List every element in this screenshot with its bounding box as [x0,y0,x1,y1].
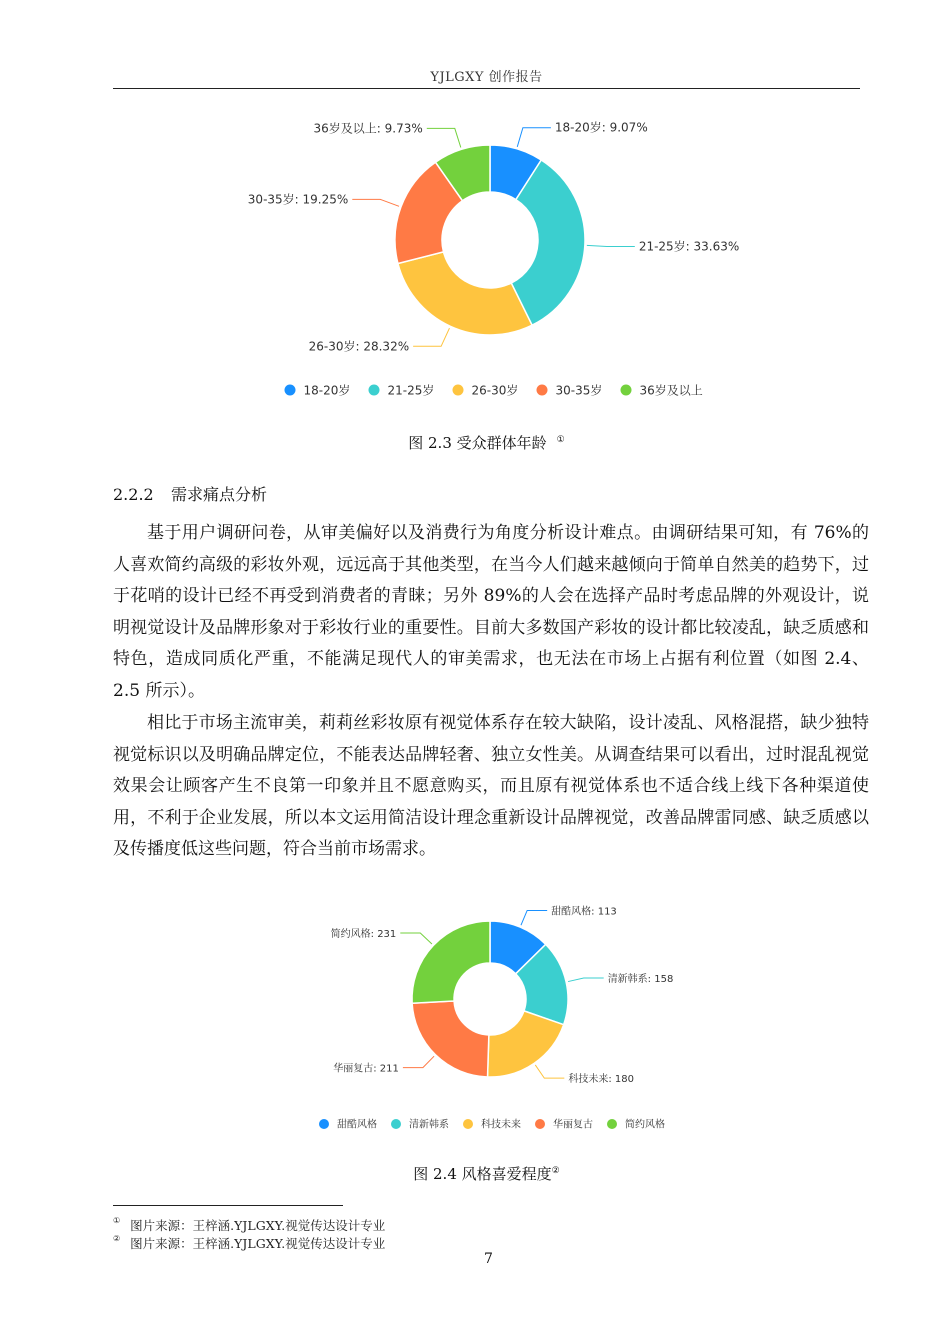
donut-slice [398,252,532,335]
footnote-ref: ② [551,1166,560,1176]
legend-label: 甜酷风格 [337,1119,377,1131]
leader-line [535,1065,564,1078]
style-donut-chart [0,890,950,1140]
footnote-mark: ② [113,1234,121,1243]
legend-marker [607,1119,617,1129]
footnote-text: 图片来源：王梓涵.YJLGXY.视觉传达设计专业 [130,1236,386,1251]
running-header: YJLGXY 创作报告 [430,70,543,85]
footnote-mark: ① [113,1216,121,1225]
leader-line [521,910,547,925]
data-label: 华丽复古: 211 [333,1063,399,1075]
data-label: 18-20岁: 9.07% [554,120,648,135]
leader-line [352,199,399,206]
data-label: 26-30岁: 28.32% [308,339,410,354]
figure-2-4-caption [113,1163,860,1184]
leader-line [403,1056,434,1067]
donut-slice [488,1011,564,1077]
leader-line [568,978,604,981]
legend-label: 26-30岁 [471,383,519,398]
legend-label: 清新韩系 [409,1119,449,1131]
figure-caption-text: 图 2.4 风格喜爱程度 [413,1165,552,1183]
data-label: 清新韩系: 158 [607,974,674,986]
legend-marker [391,1119,401,1129]
leader-line [427,128,461,147]
legend-label: 18-20岁 [303,383,351,398]
header-rule [113,88,860,89]
legend-marker [453,385,464,396]
data-label: 甜酷风格: 113 [551,906,617,918]
legend-label: 科技未来 [481,1119,521,1131]
donut-slice [412,921,490,1003]
legend-label: 36岁及以上 [639,383,703,398]
data-label: 36岁及以上: 9.73% [313,121,423,136]
legend-label: 华丽复古 [553,1119,593,1131]
legend-marker [535,1119,545,1129]
donut-slice [412,1001,489,1077]
legend-label: 21-25岁 [387,383,435,398]
legend-marker [319,1119,329,1129]
paragraph: 相比于市场主流审美，莉莉丝彩妆原有视觉体系存在较大缺陷，设计凌乱、风格混搭，缺少独特视觉标识以及明确品牌定位，不能表达品牌轻奢、独立女性美。从调查结果可以看出，过时混乱视觉效果会让顾客产生不良第一印象并且不愿意购买，而且原有视觉体系也不适合线上线下各种渠道使用，不利于企业发展，所以本文运用简洁设计理念重新设计品牌视觉，改善品牌雷同感、缺乏质感以及传播度低这些问题，符合当前市场需求。 [113,713,869,859]
legend-marker [369,385,380,396]
section-heading [113,482,267,505]
legend-marker [621,385,632,396]
leader-line [400,933,432,944]
leader-line [587,245,635,246]
section-title: 需求痛点分析 [171,485,268,504]
legend-marker [285,385,296,396]
data-label: 30-35岁: 19.25% [247,192,349,207]
section-number: 2.2.2 [113,485,154,504]
footnote-ref: ① [556,435,565,445]
data-label: 21-25岁: 33.63% [638,239,740,254]
leader-line [413,328,449,346]
legend-label: 简约风格 [625,1119,665,1131]
data-label: 简约风格: 231 [330,928,397,940]
figure-caption-text: 图 2.3 受众群体年龄 [408,434,547,452]
footnote-rule [113,1205,343,1206]
legend-marker [463,1119,473,1129]
legend-label: 30-35岁 [555,383,603,398]
leader-line [517,128,551,147]
paragraph: 基于用户调研问卷，从审美偏好以及消费行为角度分析设计难点。由调研结果可知，有 76%的人喜欢简约高级的彩妆外观，远远高于其他类型，在当今人们越来越倾向于简单自然美的趋势下，过于花哨的设计已经不再受到消费者的青睐；另外 89%的人会在选择产品时考虑品牌的外观设计，说明视觉设计及品牌形象对于彩妆行业的重要性。目前大多数国产彩妆的设计都比较凌乱，缺乏质感和特色，造成同质化严重，不能满足现代人的审美需求，也无法在市场上占据有利位置（如图 2.4、2.5 所示）。 [113,523,869,701]
footnote [113,1234,385,1252]
data-label: 科技未来: 180 [568,1074,634,1086]
age-donut-chart [0,100,950,410]
figure-2-3-caption [113,432,860,453]
footnote [113,1216,385,1234]
footnote-text: 图片来源：王梓涵.YJLGXY.视觉传达设计专业 [130,1218,386,1233]
page-number: 7 [484,1251,493,1267]
legend-marker [537,385,548,396]
